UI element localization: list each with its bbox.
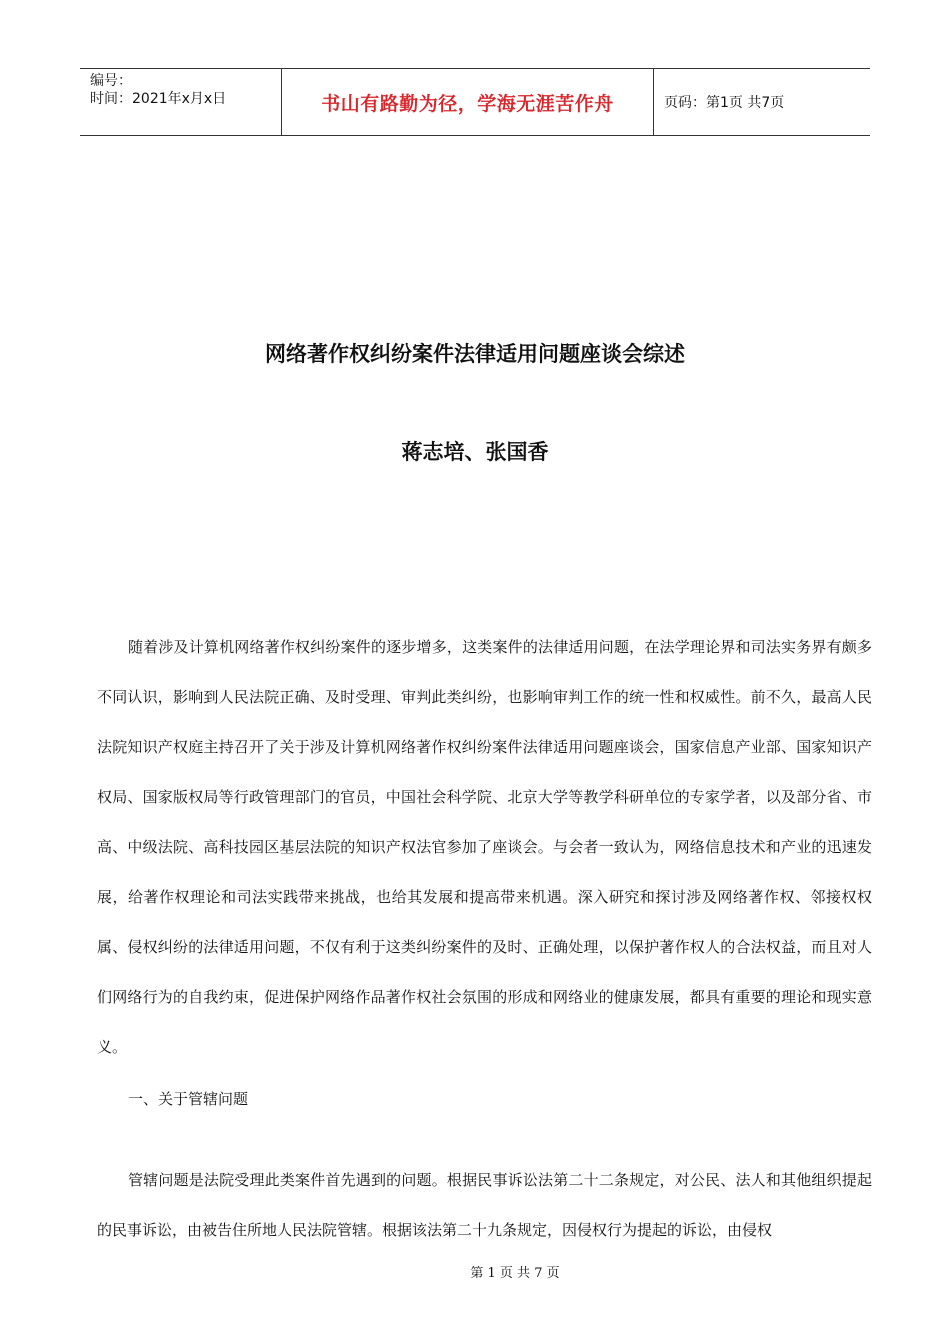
document-authors: 蒋志培、张国香 <box>401 439 549 464</box>
header-motto: 书山有路勤为径，学海无涯苦作舟 <box>321 92 614 115</box>
header-meta-cell <box>80 69 282 135</box>
header-page-code: 页码：第1页 共7页 <box>664 95 785 111</box>
paragraph-intro: 随着涉及计算机网络著作权纠纷案件的逐步增多，这类案件的法律适用问题，在法学理论界和司法实务界有颇多不同认识，影响到人民法院正确、及时受理、审判此类纠纷，也影响审判工作的统一性和权威性。前不久，最高人民法院知识产权庭主持召开了关于涉及计算机网络著作权纠纷案件法律适用问题座谈会，国家信息产业部、国家知识产权局、国家版权局等行政管理部门的官员，中国社会科学院、北京大学等教学科研单位的专家学者，以及部分省、市高、中级法院、高科技园区基层法院的知识产权法官参加了座谈会。与会者一致认为，网络信息技术和产业的迅速发展，给著作权理论和司法实践带来挑战，也给其发展和提高带来机遇。深入研究和探讨涉及网络著作权、邻接权权属、侵权纠纷的法律适用问题，不仅有利于这类纠纷案件的及时、正确处理，以保护著作权人的合法权益，而且对人们网络行为的自我约束，促进保护网络作品著作权社会氛围的形成和网络业的健康发展，都具有重要的理论和现实意义。 <box>97 638 872 1056</box>
document-number-label: 编号： <box>90 73 132 89</box>
header-table <box>80 68 870 136</box>
document-time-label: 时间：2021年x月x日 <box>90 91 227 107</box>
body-section-jurisdiction <box>97 1140 872 1270</box>
section-heading-jurisdiction: 一、关于管辖问题 <box>128 1090 249 1108</box>
document-title: 网络著作权纠纷案件法律适用问题座谈会综述 <box>265 341 685 366</box>
body-section-intro <box>97 622 872 1072</box>
paragraph-jurisdiction: 管辖问题是法院受理此类案件首先遇到的问题。根据民事诉讼法第二十二条规定，对公民、法人和其他组织提起的民事诉讼，由被告住所地人民法院管辖。根据该法第二十九条规定，因侵权行为提起的诉讼，由侵权 <box>97 1171 872 1239</box>
header-motto-cell <box>282 69 654 135</box>
page-footer: 第 1 页 共 7 页 <box>470 1266 560 1281</box>
header-page-cell <box>654 69 870 135</box>
